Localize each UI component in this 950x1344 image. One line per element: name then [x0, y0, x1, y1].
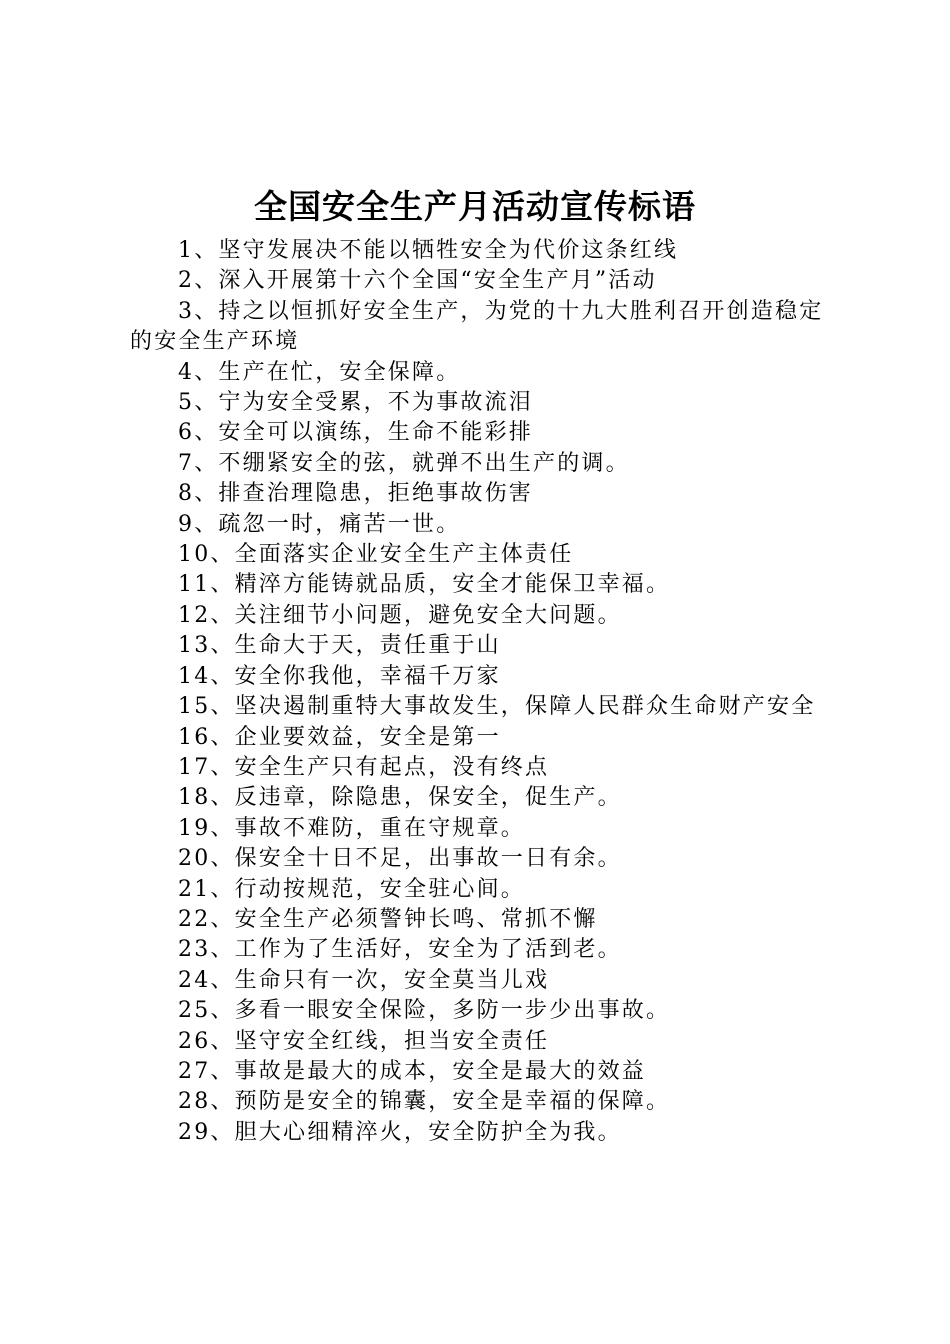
slogan-item: 12、关注细节小问题，避免安全大问题。: [178, 602, 622, 628]
slogan-item: 25、多看一眼安全保险，多防一步少出事故。: [178, 998, 671, 1024]
document-title: 全国安全生产月活动宣传标语: [254, 187, 696, 226]
slogan-item: 16、企业要效益，安全是第一: [178, 724, 501, 750]
slogan-item: 17、安全生产只有起点，没有终点: [178, 754, 550, 780]
slogan-item: 5、宁为安全受累，不为事故流泪: [178, 390, 533, 416]
slogan-item: 1、坚守发展决不能以牺牲安全为代价这条红线: [178, 238, 679, 263]
slogan-list: [130, 236, 832, 1148]
slogan-item: 21、行动按规范，安全驻心间。: [178, 876, 525, 902]
slogan-item: 26、坚守安全红线，担当安全责任: [178, 1028, 550, 1054]
slogan-item: 8、排查治理隐患，拒绝事故伤害: [178, 481, 533, 507]
slogan-item: 28、预防是安全的锦囊，安全是幸福的保障。: [178, 1089, 671, 1115]
slogan-item: 29、胆大心细精淬火，安全防护全为我。: [178, 1119, 622, 1145]
slogan-item: 4、生产在忙，安全保障。: [178, 359, 461, 385]
slogan-item: 15、坚决遏制重特大事故发生，保障人民群众生命财产安全: [178, 694, 816, 720]
slogan-item: 13、生命大于天，责任重于山: [178, 633, 501, 659]
slogan-item: 27、事故是最大的成本，安全是最大的效益: [178, 1058, 646, 1084]
slogan-item: 11、精淬方能铸就品质，安全才能保卫幸福。: [178, 572, 671, 598]
slogan-item: 19、事故不难防，重在守规章。: [178, 815, 525, 841]
slogan-item: 6、安全可以演练，生命不能彩排: [178, 420, 533, 446]
slogan-item: 9、疏忽一时，痛苦一世。: [178, 511, 461, 537]
slogan-item: 7、不绷紧安全的弦，就弹不出生产的调。: [178, 450, 630, 476]
slogan-item: 14、安全你我他，幸福千万家: [178, 663, 501, 689]
slogan-item: 2、深入开展第十六个全国“安全生产月”活动: [178, 268, 657, 294]
slogan-item: 3、持之以恒抓好安全生产，为党的十九大胜利召开创造稳定的安全生产环境: [130, 298, 824, 355]
slogan-item: 18、反违章，除隐患，保安全，促生产。: [178, 785, 622, 811]
slogan-item: 24、生命只有一次，安全莫当儿戏: [178, 967, 550, 993]
slogan-item: 23、工作为了生活好，安全为了活到老。: [178, 937, 622, 963]
slogan-item: 22、安全生产必须警钟长鸣、常抓不懈: [178, 906, 598, 932]
slogan-item: 20、保安全十日不足，出事故一日有余。: [178, 846, 622, 872]
slogan-item: 10、全面落实企业安全生产主体责任: [178, 542, 574, 568]
